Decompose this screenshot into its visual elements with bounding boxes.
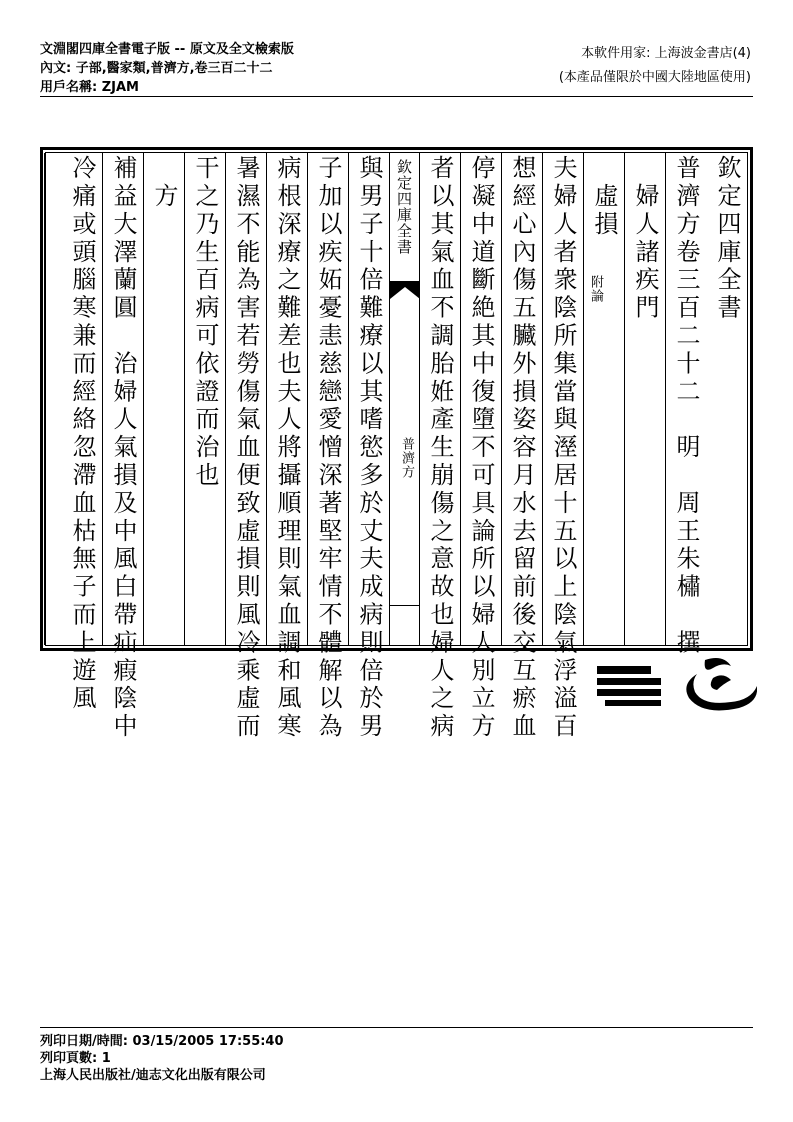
publisher-logo-icon bbox=[595, 652, 757, 714]
header-rule bbox=[40, 96, 753, 97]
text-column-6 bbox=[501, 153, 542, 741]
column-text: 者以其氣血不調胎姙產生崩傷之意故也婦人之病 bbox=[426, 155, 454, 741]
header-left bbox=[40, 40, 294, 97]
text-column-15 bbox=[102, 153, 143, 741]
column-text: 方 bbox=[150, 155, 178, 211]
print-page-count: 列印頁數: 1 bbox=[40, 1051, 111, 1066]
text-column-12 bbox=[225, 153, 266, 741]
publisher-credit: 上海人民出版社/迪志文化出版有限公司 bbox=[40, 1068, 266, 1083]
text-column-3 bbox=[624, 153, 665, 645]
text-column-16 bbox=[44, 153, 102, 713]
column-text: 補益大澤蘭圓 治婦人氣損及中風白帶疝瘕陰中 bbox=[109, 155, 137, 741]
banxin-rule bbox=[390, 605, 420, 606]
banxin-column bbox=[389, 153, 419, 645]
header-user: 用戶名稱: ZJAM bbox=[40, 80, 139, 95]
text-column-11 bbox=[266, 153, 307, 741]
banxin-title: 欽定四庫全書 bbox=[395, 159, 413, 255]
column-text: 冷痛或頭腦寒兼而經絡忽滯血枯無子而上遊風 bbox=[68, 155, 96, 713]
banxin-book-title: 普濟方 bbox=[399, 437, 414, 479]
text-column-5 bbox=[542, 153, 583, 741]
text-column-14 bbox=[143, 153, 184, 645]
column-text: 婦人諸疾門 bbox=[631, 155, 659, 323]
column-text: 與男子十倍難療以其嗜慾多於丈夫成病則倍於男 bbox=[355, 155, 383, 741]
header-content-path: 內文: 子部,醫家類,普濟方,卷三百二十二 bbox=[40, 61, 273, 76]
column-text: 病根深療之難差也夫人將攝順理則氣血調和風寒 bbox=[273, 155, 301, 741]
text-column-10 bbox=[307, 153, 348, 741]
text-column-7 bbox=[460, 153, 501, 741]
print-datetime: 列印日期/時間: 03/15/2005 17:55:40 bbox=[40, 1034, 284, 1049]
column-text: 停凝中道斷絶其中復墮不可具論所以婦人別立方 bbox=[467, 155, 495, 741]
header-licensee: 本軟件用家: 上海波金書店(4) bbox=[581, 46, 751, 61]
inline-note: 附論 bbox=[588, 275, 603, 303]
header-right bbox=[559, 42, 751, 90]
fishtail-mark-icon bbox=[390, 281, 420, 299]
column-text: 想經心內傷五臟外損姿容月水去留前後交互瘀血 bbox=[508, 155, 536, 741]
column-text: 虛損 bbox=[590, 155, 618, 239]
page-frame bbox=[40, 147, 753, 741]
column-text: 子加以疾妬憂恚慈戀愛憎深著堅牢情不體解以為 bbox=[314, 155, 342, 741]
column-text: 夫婦人者衆陰所集當與溼居十五以上陰氣浮溢百 bbox=[549, 155, 577, 741]
text-column-9 bbox=[348, 153, 389, 741]
column-text: 普濟方卷三百二十二 明 周王朱橚 撰 bbox=[672, 155, 700, 658]
text-column-1 bbox=[706, 153, 747, 645]
text-column-4 bbox=[583, 153, 624, 645]
footer-rule bbox=[40, 1027, 753, 1028]
header-title: 文淵閣四庫全書電子版 -- 原文及全文檢索版 bbox=[40, 42, 294, 57]
text-column-2 bbox=[665, 153, 706, 658]
column-text: 欽定四庫全書 bbox=[713, 155, 741, 323]
footer bbox=[40, 1033, 284, 1084]
header-region-note: (本產品僅限於中國大陸地區使用) bbox=[558, 70, 751, 85]
column-text: 干之乃生百病可依證而治也 bbox=[191, 155, 219, 490]
column-text: 暑濕不能為害若勞傷氣血便致虛損則風冷乘虛而 bbox=[232, 155, 260, 741]
page-frame-inner bbox=[45, 152, 748, 741]
text-column-8 bbox=[419, 153, 460, 741]
text-column-13 bbox=[184, 153, 225, 645]
